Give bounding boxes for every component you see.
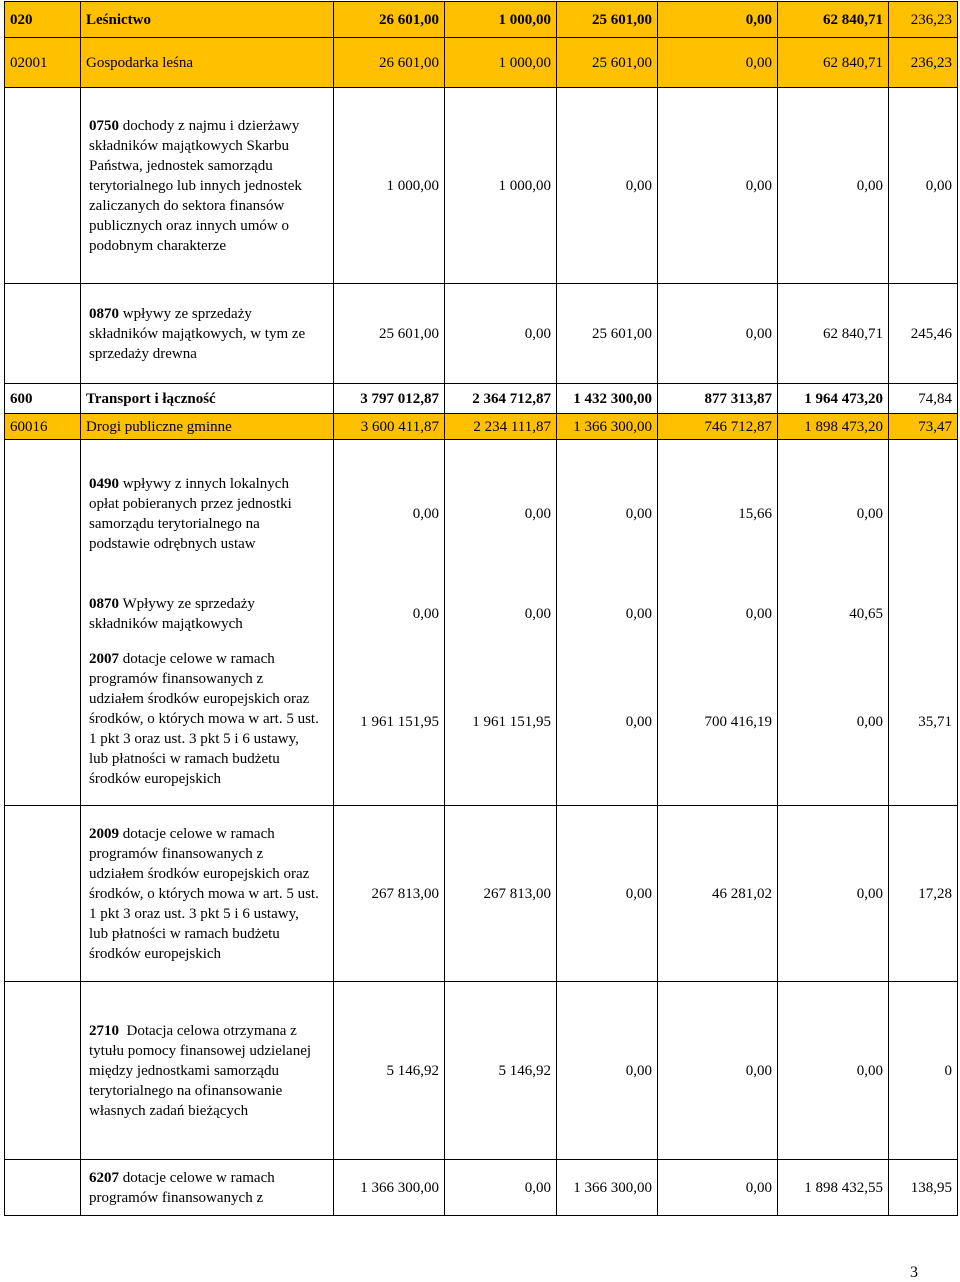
income-code: 2009 <box>89 825 119 842</box>
cell-value: 46 281,02 <box>658 806 778 982</box>
table-row-income-0870 <box>5 284 958 384</box>
cell-execution: 62 840,71 <box>778 2 889 38</box>
subsection-code: 02001 <box>5 38 81 88</box>
income-code: 2007 <box>89 651 119 668</box>
cell-plan: 5 146,92 <box>334 982 445 1160</box>
cell-value: 0,00 <box>557 588 658 640</box>
cell-plan: 3 600 411,87 <box>334 414 445 440</box>
cell-value: 1 432 300,00 <box>557 384 658 414</box>
table-row-income-2007 <box>5 640 958 806</box>
empty-code-cell <box>5 440 81 588</box>
table-row-income-2710 <box>5 982 958 1160</box>
cell-execution: 0,00 <box>778 440 889 588</box>
cell-value: 2 234 111,87 <box>445 414 557 440</box>
cell-execution: 0,00 <box>778 982 889 1160</box>
cell-plan: 3 797 012,87 <box>334 384 445 414</box>
cell-value: 15,66 <box>658 440 778 588</box>
cell-percent-empty <box>889 588 958 640</box>
income-code: 0750 <box>89 117 119 134</box>
cell-value: 1 366 300,00 <box>557 414 658 440</box>
section-code: 020 <box>5 2 81 38</box>
empty-code-cell <box>5 806 81 982</box>
cell-value: 0,00 <box>658 1160 778 1216</box>
cell-value: 0,00 <box>445 440 557 588</box>
cell-execution: 1 898 473,20 <box>778 414 889 440</box>
cell-value: 267 813,00 <box>445 806 557 982</box>
budget-table <box>4 1 958 1216</box>
table-row-section-600 <box>5 384 958 414</box>
income-text: dotacje celowe w ramach programów finansowanych z udziałem środków europejskich oraz środków, o których mowa w art. 5 ust. 1 pkt 3 oraz ust. 3 pkt 5 i 6 ustawy, lub płatności w ramach budżetu środków europejskich <box>89 651 319 788</box>
cell-percent: 0 <box>889 982 958 1160</box>
income-text: Dotacja celowa otrzymana z tytułu pomocy finansowej udzielanej między jednostkami samorządu terytorialnego na ofinansowanie własnych zadań bieżących <box>89 1022 312 1119</box>
cell-value: 0,00 <box>445 1160 557 1216</box>
cell-value: 0,00 <box>445 588 557 640</box>
cell-plan: 25 601,00 <box>334 284 445 384</box>
cell-value: 0,00 <box>658 2 778 38</box>
cell-execution: 1 964 473,20 <box>778 384 889 414</box>
cell-percent: 245,46 <box>889 284 958 384</box>
cell-plan: 26 601,00 <box>334 38 445 88</box>
income-description <box>81 440 334 588</box>
cell-value: 0,00 <box>658 982 778 1160</box>
table-row-income-0750 <box>5 88 958 284</box>
cell-percent: 138,95 <box>889 1160 958 1216</box>
cell-value: 1 366 300,00 <box>557 1160 658 1216</box>
cell-value: 0,00 <box>658 284 778 384</box>
cell-percent: 74,84 <box>889 384 958 414</box>
cell-plan: 1 366 300,00 <box>334 1160 445 1216</box>
cell-value: 0,00 <box>658 38 778 88</box>
cell-value: 25 601,00 <box>557 38 658 88</box>
income-code: 6207 <box>89 1169 119 1186</box>
cell-value: 0,00 <box>557 88 658 284</box>
cell-plan: 267 813,00 <box>334 806 445 982</box>
cell-percent: 236,23 <box>889 2 958 38</box>
cell-value: 0,00 <box>557 640 658 806</box>
cell-value: 1 000,00 <box>445 38 557 88</box>
cell-value: 1 000,00 <box>445 88 557 284</box>
income-code: 0870 <box>89 595 119 612</box>
empty-code-cell <box>5 1160 81 1216</box>
table-row-subsection-60016 <box>5 414 958 440</box>
subsection-name: Gospodarka leśna <box>81 38 334 88</box>
income-description <box>81 88 334 284</box>
cell-percent: 35,71 <box>889 640 958 806</box>
table-row-income-6207 <box>5 1160 958 1216</box>
income-text: dochody z najmu i dzierżawy składników majątkowych Skarbu Państwa, jednostek samorządu terytorialnego lub innych jednostek zaliczanych do sektora finansów publicznych oraz innych umów o podobnym charakterze <box>89 117 302 254</box>
cell-percent-empty <box>889 440 958 588</box>
empty-code-cell <box>5 640 81 806</box>
cell-execution: 62 840,71 <box>778 38 889 88</box>
table-row-income-2009 <box>5 806 958 982</box>
income-description <box>81 588 334 640</box>
cell-plan: 1 961 151,95 <box>334 640 445 806</box>
income-text: Wpływy ze sprzedaży składników majątkowych <box>89 595 255 632</box>
income-code: 0870 <box>89 305 119 322</box>
empty-code-cell <box>5 588 81 640</box>
cell-percent: 17,28 <box>889 806 958 982</box>
cell-value: 0,00 <box>445 284 557 384</box>
cell-execution: 1 898 432,55 <box>778 1160 889 1216</box>
cell-value: 0,00 <box>658 588 778 640</box>
cell-plan: 1 000,00 <box>334 88 445 284</box>
table-row-section-020 <box>5 2 958 38</box>
cell-execution: 40,65 <box>778 588 889 640</box>
subsection-code: 60016 <box>5 414 81 440</box>
income-text: wpływy z innych lokalnych opłat pobieranych przez jednostki samorządu terytorialnego na podstawie odrębnych ustaw <box>89 475 292 552</box>
cell-value: 1 961 151,95 <box>445 640 557 806</box>
cell-value: 877 313,87 <box>658 384 778 414</box>
cell-value: 0,00 <box>658 88 778 284</box>
cell-value: 0,00 <box>557 806 658 982</box>
cell-value: 1 000,00 <box>445 2 557 38</box>
cell-percent: 73,47 <box>889 414 958 440</box>
cell-plan: 26 601,00 <box>334 2 445 38</box>
cell-execution: 0,00 <box>778 640 889 806</box>
income-description <box>81 806 334 982</box>
cell-execution: 0,00 <box>778 88 889 284</box>
income-description <box>81 1160 334 1216</box>
income-code: 2710 <box>89 1022 119 1039</box>
income-text: dotacje celowe w ramach programów finansowanych z udziałem środków europejskich oraz środków, o których mowa w art. 5 ust. 1 pkt 3 oraz ust. 3 pkt 5 i 6 ustawy, lub płatności w ramach budżetu środków europejskich <box>89 825 319 962</box>
cell-execution: 62 840,71 <box>778 284 889 384</box>
table-row-subsection-02001 <box>5 38 958 88</box>
income-description <box>81 640 334 806</box>
income-description <box>81 982 334 1160</box>
cell-value: 0,00 <box>334 440 445 588</box>
empty-code-cell <box>5 982 81 1160</box>
cell-value: 25 601,00 <box>557 284 658 384</box>
section-code: 600 <box>5 384 81 414</box>
cell-value: 700 416,19 <box>658 640 778 806</box>
income-description <box>81 284 334 384</box>
section-name: Leśnictwo <box>81 2 334 38</box>
cell-execution: 0,00 <box>778 806 889 982</box>
subsection-name: Drogi publiczne gminne <box>81 414 334 440</box>
cell-value: 0,00 <box>557 440 658 588</box>
cell-value: 5 146,92 <box>445 982 557 1160</box>
cell-percent: 0,00 <box>889 88 958 284</box>
income-code: 0490 <box>89 475 119 492</box>
income-text: wpływy ze sprzedaży składników majątkowych, w tym ze sprzedaży drewna <box>89 305 306 362</box>
section-name: Transport i łączność <box>81 384 334 414</box>
page-number: 3 <box>910 1264 918 1281</box>
cell-percent: 236,23 <box>889 38 958 88</box>
cell-value: 746 712,87 <box>658 414 778 440</box>
table-row-income-0490 <box>5 440 958 588</box>
cell-value: 2 364 712,87 <box>445 384 557 414</box>
empty-code-cell <box>5 284 81 384</box>
cell-value: 0,00 <box>334 588 445 640</box>
cell-value: 0,00 <box>557 982 658 1160</box>
cell-value: 25 601,00 <box>557 2 658 38</box>
table-row-income-0870b <box>5 588 958 640</box>
empty-code-cell <box>5 88 81 284</box>
income-text: dotacje celowe w ramach programów finansowanych z <box>89 1169 275 1206</box>
